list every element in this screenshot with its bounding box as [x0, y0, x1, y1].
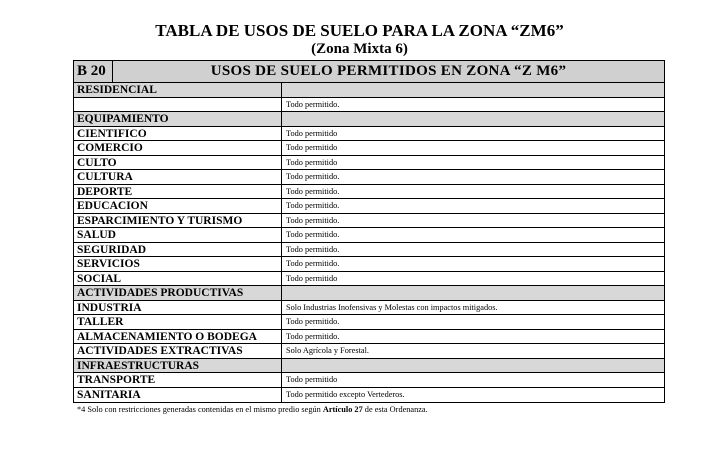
use-permission: Todo permitido. [282, 257, 664, 271]
table-row [74, 373, 664, 388]
use-permission [282, 83, 664, 97]
section-row [74, 112, 664, 127]
use-permission: Todo permitido. [282, 315, 664, 329]
use-label: ESPARCIMIENTO Y TURISMO [74, 214, 282, 228]
table-code: B 20 [74, 61, 113, 82]
use-permission: Solo Industrias Inofensivas y Molestas con impactos mitigados. [282, 301, 664, 315]
footnote: *4 Solo con restricciones generadas contenidas en el mismo predio según Artículo 27 de esta Ordenanza. [77, 405, 428, 414]
use-label: SANITARIA [74, 388, 282, 403]
use-label: ACTIVIDADES EXTRACTIVAS [74, 344, 282, 358]
table-header [74, 61, 664, 83]
table-body [74, 83, 664, 402]
use-label: ALMACENAMIENTO O BODEGA [74, 330, 282, 344]
use-permission: Todo permitido. [282, 170, 664, 184]
table-row [74, 301, 664, 316]
table-row [74, 228, 664, 243]
table-row [74, 330, 664, 345]
use-label: SERVICIOS [74, 257, 282, 271]
use-permission: Todo permitido excepto Vertederos. [282, 388, 664, 403]
document-subtitle: (Zona Mixta 6) [311, 41, 408, 57]
use-label: EDUCACION [74, 199, 282, 213]
use-label: CIENTIFICO [74, 127, 282, 141]
use-permission: Todo permitido. [282, 228, 664, 242]
use-permission: Todo permitido. [282, 199, 664, 213]
use-permission [282, 359, 664, 373]
table-row [74, 243, 664, 258]
use-label: TRANSPORTE [74, 373, 282, 387]
table-row [74, 98, 664, 113]
use-permission: Todo permitido [282, 373, 664, 387]
use-permission [282, 286, 664, 300]
section-label: INFRAESTRUCTURAS [74, 359, 282, 373]
use-permission: Todo permitido [282, 141, 664, 155]
use-label: INDUSTRIA [74, 301, 282, 315]
use-permission: Todo permitido. [282, 98, 664, 112]
section-row [74, 286, 664, 301]
table-row [74, 315, 664, 330]
use-permission: Todo permitido [282, 127, 664, 141]
table-row [74, 185, 664, 200]
use-permission: Solo Agrícola y Forestal. [282, 344, 664, 358]
use-label: COMERCIO [74, 141, 282, 155]
use-label: CULTO [74, 156, 282, 170]
table-row [74, 199, 664, 214]
use-label: SALUD [74, 228, 282, 242]
table-row [74, 214, 664, 229]
use-permission [282, 112, 664, 126]
section-label: EQUIPAMIENTO [74, 112, 282, 126]
section-row [74, 83, 664, 98]
table-row [74, 156, 664, 171]
use-label: SOCIAL [74, 272, 282, 286]
use-label: SEGURIDAD [74, 243, 282, 257]
section-label: ACTIVIDADES PRODUCTIVAS [74, 286, 282, 300]
use-label: TALLER [74, 315, 282, 329]
table-row [74, 257, 664, 272]
use-permission: Todo permitido. [282, 243, 664, 257]
use-permission: Todo permitido. [282, 185, 664, 199]
use-label: CULTURA [74, 170, 282, 184]
table-row [74, 170, 664, 185]
use-permission: Todo permitido. [282, 214, 664, 228]
document-title: TABLA DE USOS DE SUELO PARA LA ZONA “ZM6” [155, 21, 564, 40]
land-use-table [73, 60, 665, 403]
section-row [74, 359, 664, 374]
use-permission: Todo permitido. [282, 330, 664, 344]
use-label: DEPORTE [74, 185, 282, 199]
use-label [74, 98, 282, 112]
table-row [74, 344, 664, 359]
table-row [74, 272, 664, 287]
table-row [74, 127, 664, 142]
use-permission: Todo permitido [282, 272, 664, 286]
use-permission: Todo permitido [282, 156, 664, 170]
section-label: RESIDENCIAL [74, 83, 282, 97]
table-row [74, 141, 664, 156]
table-row [74, 388, 664, 403]
table-heading: USOS DE SUELO PERMITIDOS EN ZONA “Z M6” [210, 63, 567, 79]
